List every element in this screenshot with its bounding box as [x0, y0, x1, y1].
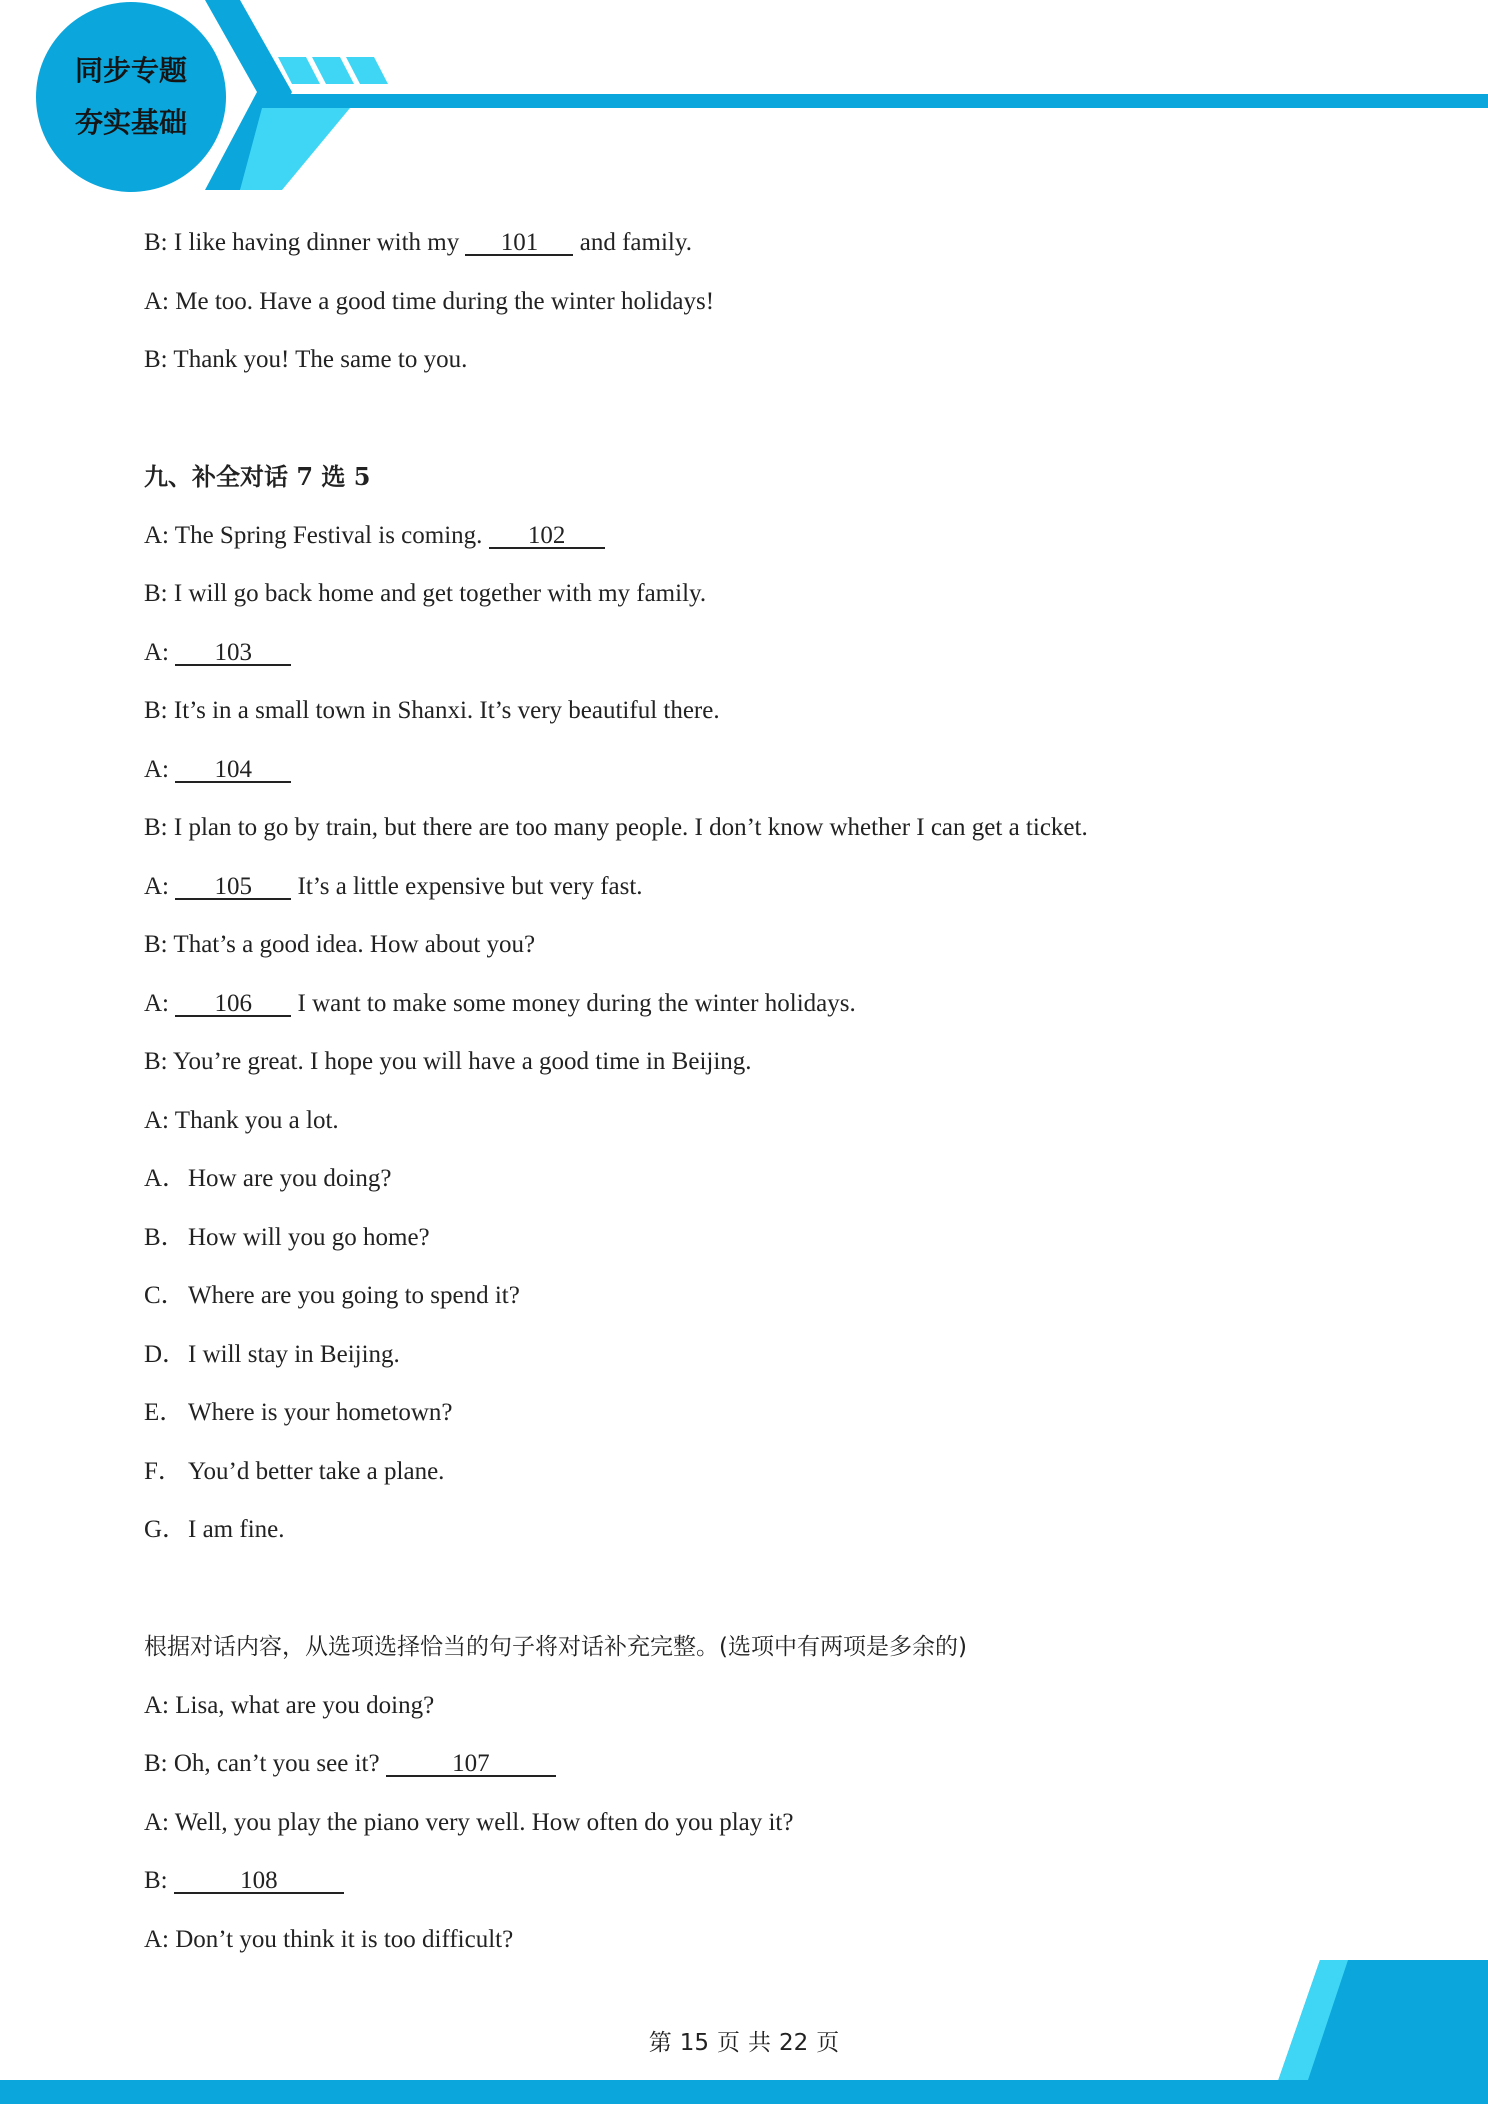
option-letter: D．	[144, 1341, 188, 1368]
option-text: How are you doing?	[188, 1165, 392, 1192]
option-letter: C．	[144, 1282, 186, 1309]
answer-blank: 108	[174, 1866, 344, 1896]
option-text: Where are you going to spend it?	[188, 1282, 520, 1309]
dialogue-line: B: It’s in a small town in Shanxi. It’s very beautiful there.	[144, 697, 720, 724]
badge-line-2: 夯实基础	[74, 106, 187, 139]
option-item	[144, 1515, 284, 1545]
option-item	[144, 1340, 400, 1370]
dialogue-line: A: 106 I want to make some money during the winter holidays.	[144, 990, 856, 1017]
option-text: I will stay in Beijing.	[188, 1341, 400, 1368]
page-header	[0, 0, 1488, 200]
answer-blank: 103	[175, 638, 291, 668]
option-text: Where is your hometown?	[188, 1399, 453, 1426]
option-letter: E．	[144, 1399, 185, 1426]
option-item	[144, 1164, 391, 1194]
option-text: You’d better take a plane.	[188, 1458, 445, 1485]
option-letter: F．	[144, 1458, 183, 1485]
page-number: 第 15 页 共 22 页	[648, 2030, 840, 2056]
option-letter: G．	[144, 1516, 188, 1543]
dialogue-line: B: I like having dinner with my 101 and family.	[144, 229, 692, 256]
option-text: How will you go home?	[188, 1224, 430, 1251]
current-page: 15	[679, 2030, 709, 2056]
answer-blank: 102	[489, 521, 605, 551]
dialogue-line: B: Thank you! The same to you.	[144, 346, 468, 373]
option-item	[144, 1398, 453, 1428]
answer-blank: 101	[465, 228, 573, 258]
answer-blank: 104	[175, 755, 291, 785]
badge-line-1: 同步专题	[74, 54, 187, 87]
header-badge	[36, 2, 226, 192]
dialogue-line: A: 103	[144, 638, 291, 668]
option-text: I am fine.	[188, 1516, 285, 1543]
total-pages: 22	[779, 2030, 809, 2056]
dialogue-line: A: 104	[144, 755, 291, 785]
dialogue-line: A: Thank you a lot.	[144, 1107, 339, 1134]
dialogue-line: A: Me too. Have a good time during the winter holidays!	[144, 288, 715, 315]
dialogue-line: A: The Spring Festival is coming. 102	[144, 521, 605, 551]
answer-blank: 105	[175, 872, 291, 902]
option-letter: B．	[144, 1224, 186, 1251]
dialogue-line: B: Oh, can’t you see it? 107	[144, 1749, 556, 1779]
dialogue-line: A: 105 It’s a little expensive but very fast.	[144, 873, 643, 900]
footer-bar	[0, 2080, 1488, 2104]
option-item	[144, 1457, 444, 1487]
dialogue-line: A: Lisa, what are you doing?	[144, 1692, 435, 1719]
option-letter: A．	[144, 1165, 188, 1192]
section-title: 九、补全对话 7 选 5	[144, 462, 371, 491]
dialogue-line: B: I plan to go by train, but there are too many people. I don’t know whether I can get a ticket.	[144, 814, 1088, 841]
option-item	[144, 1281, 520, 1311]
answer-blank: 106	[175, 989, 291, 1019]
dialogue-line: A: Don’t you think it is too difficult?	[144, 1926, 514, 1953]
dialogue-line: B: You’re great. I hope you will have a good time in Beijing.	[144, 1048, 752, 1075]
section-instruction: 根据对话内容，从选项选择恰当的句子将对话补充完整。(选项中有两项是多余的)	[144, 1634, 967, 1660]
answer-blank: 107	[386, 1749, 556, 1779]
dialogue-line: B: 108	[144, 1866, 344, 1896]
dialogue-line: B: That’s a good idea. How about you?	[144, 931, 536, 958]
option-item	[144, 1223, 430, 1253]
dialogue-line: B: I will go back home and get together with my family.	[144, 580, 707, 607]
dialogue-line: A: Well, you play the piano very well. How often do you play it?	[144, 1809, 794, 1836]
